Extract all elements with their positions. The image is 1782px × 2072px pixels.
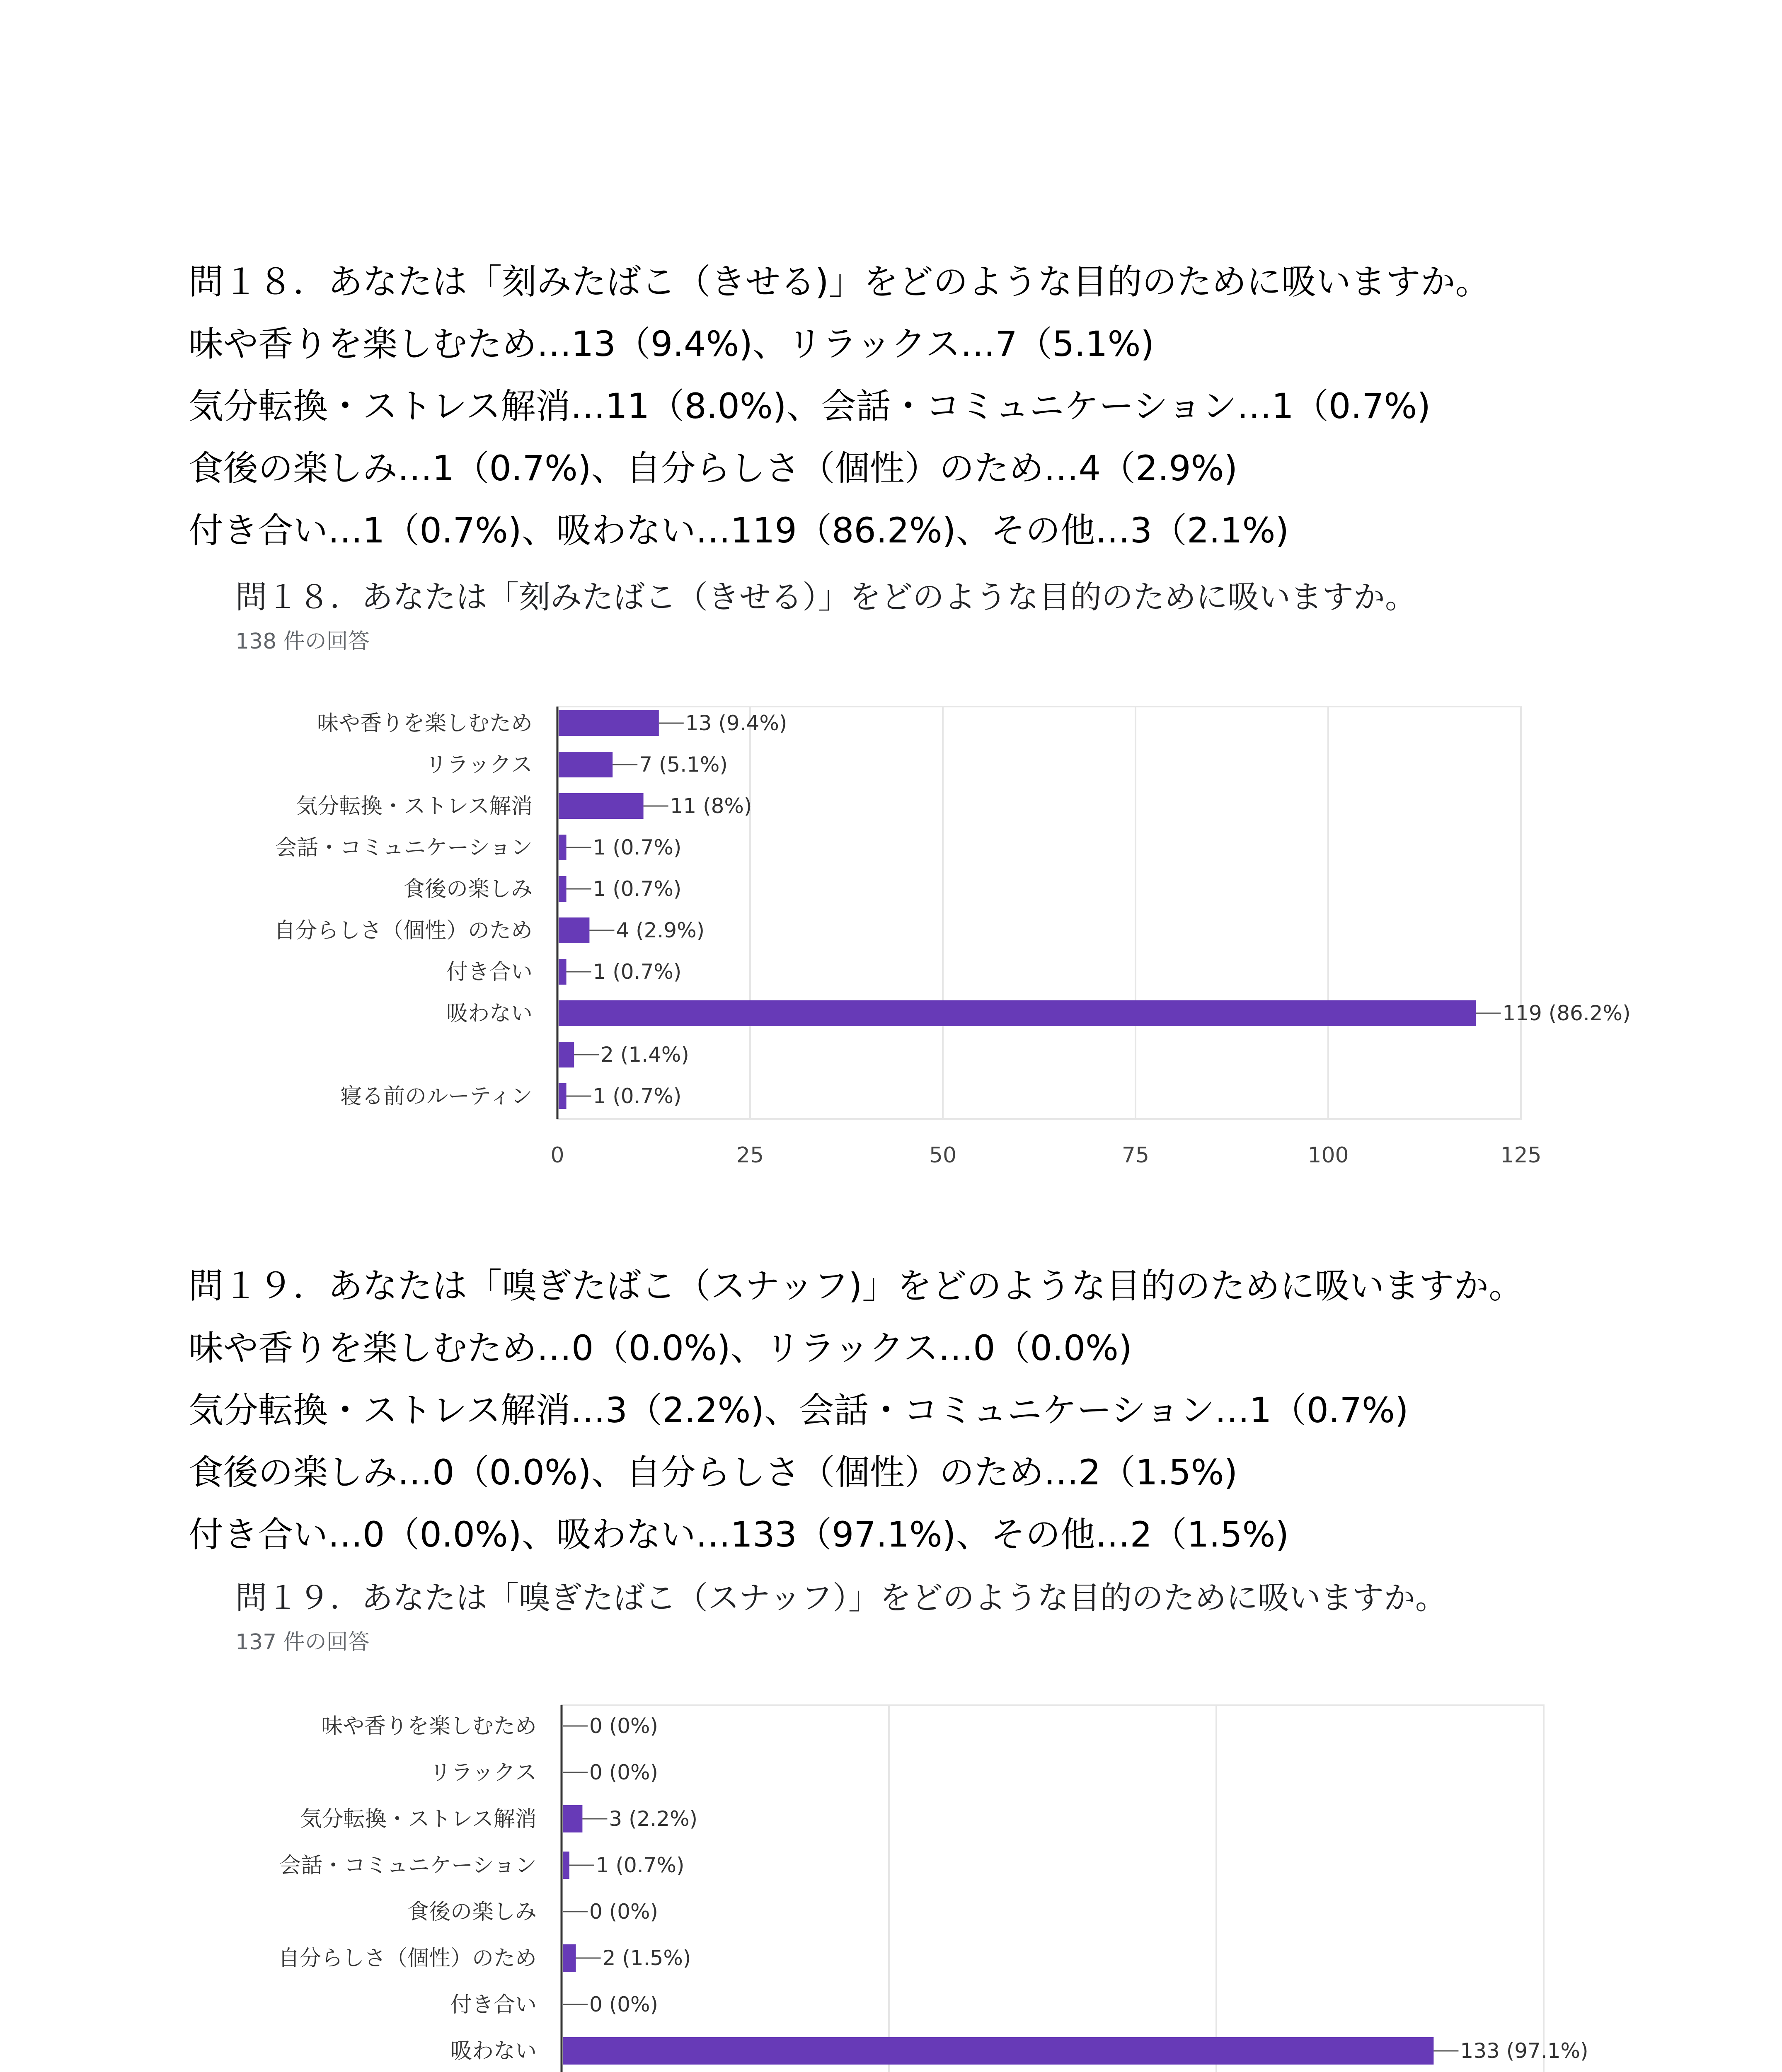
q18-line-4: 付き合い…1（0.7%)、吸わない…119（86.2%)、その他…3（2.1%) (189, 510, 1289, 551)
q18-category-label: 会話・コミュニケーション (275, 835, 533, 860)
q19-data-label: 133 (97.1%) (1460, 2039, 1588, 2063)
q18-chart-subtitle: 138 件の回答 (235, 629, 370, 654)
q19-heading: 問１９．あなたは「嗅ぎたばこ（スナッフ)」をどのような目的のために吸いますか。 (189, 1266, 1524, 1306)
q18-category-label: 気分転換・ストレス解消 (296, 794, 533, 819)
q18-data-label: 4 (2.9%) (616, 918, 705, 942)
q18-chart (0, 572, 1782, 1173)
q18-line-2: 気分転換・ストレス解消…11（8.0%)、会話・コミュニケーション…1（0.7%) (189, 386, 1431, 426)
q18-text-block (189, 251, 1490, 562)
q19-bar-chart-svg (0, 1573, 1782, 2072)
q19-bar (563, 1852, 569, 1879)
q18-data-label: 13 (9.4%) (685, 711, 787, 735)
q18-bar-chart-svg (0, 572, 1782, 1173)
q18-data-label: 7 (5.1%) (639, 753, 728, 777)
q19-data-label: 0 (0%) (589, 1760, 659, 1784)
q18-bar (559, 752, 613, 777)
q19-category-label: 会話・コミュニケーション (279, 1853, 537, 1878)
q19-category-label: 食後の楽しみ (407, 1900, 537, 1924)
q18-bar (559, 959, 567, 985)
q18-data-label: 1 (0.7%) (593, 1084, 682, 1108)
q19-category-label: 味や香りを楽しむため (321, 1714, 537, 1739)
q19-category-label: 自分らしさ（個性）のため (278, 1946, 537, 1971)
q19-line-3: 食後の楽しみ…0（0.0%)、自分らしさ（個性）のため…2（1.5%) (189, 1452, 1238, 1493)
q18-heading: 問１８．あなたは「刻みたばこ（きせる)」をどのような目的のために吸いますか。 (189, 261, 1490, 302)
q19-text-block (189, 1255, 1523, 1566)
q18-category-label: 自分らしさ（個性）のため (274, 918, 533, 943)
q18-data-label: 2 (1.4%) (600, 1043, 689, 1067)
q19-bar (563, 1805, 582, 1832)
q19-data-label: 2 (1.5%) (602, 1946, 691, 1970)
q18-bar (559, 1000, 1476, 1026)
q18-x-tick-label: 50 (929, 1143, 957, 1168)
q18-data-label: 11 (8%) (670, 794, 752, 818)
q18-x-tick-label: 75 (1121, 1143, 1150, 1168)
q18-bar (559, 917, 589, 943)
q19-chart-title: 問１９．あなたは「嗅ぎたばこ（スナッフ）」をどのような目的のために吸いますか。 (235, 1579, 1447, 1616)
q19-data-label: 3 (2.2%) (609, 1807, 698, 1831)
q18-bar (559, 835, 567, 860)
q19-chart-subtitle: 137 件の回答 (235, 1630, 370, 1655)
q19-category-label: 気分転換・ストレス解消 (300, 1807, 537, 1832)
q18-category-label: 食後の楽しみ (403, 877, 533, 902)
q18-data-label: 119 (86.2%) (1502, 1001, 1631, 1025)
q18-bar (559, 876, 567, 902)
q18-data-label: 1 (0.7%) (593, 960, 682, 984)
q18-x-tick-label: 100 (1307, 1143, 1349, 1168)
q18-x-tick-label: 125 (1500, 1143, 1542, 1168)
q19-data-label: 0 (0%) (589, 1714, 659, 1738)
q19-data-label: 0 (0%) (589, 1900, 659, 1924)
q19-plot-frame (562, 1705, 1544, 2072)
q19-category-label: 吸わない (450, 2039, 537, 2064)
q19-chart (0, 1573, 1782, 2072)
q18-bar (559, 710, 659, 736)
q19-line-2: 気分転換・ストレス解消…3（2.2%)、会話・コミュニケーション…1（0.7%) (189, 1390, 1409, 1431)
q18-line-1: 味や香りを楽しむため…13（9.4%)、リラックス…7（5.1%) (189, 324, 1155, 364)
q19-data-label: 0 (0%) (589, 1992, 659, 2016)
q19-data-label: 1 (0.7%) (596, 1853, 685, 1877)
q18-bar (559, 793, 644, 819)
q18-category-label: 味や香りを楽しむため (317, 711, 533, 736)
q18-x-tick-label: 0 (550, 1143, 564, 1168)
q18-chart-title: 問１８．あなたは「刻みたばこ（きせる）」をどのような目的のために吸いますか。 (235, 579, 1416, 615)
q19-line-1: 味や香りを楽しむため…0（0.0%)、リラックス…0（0.0%) (189, 1328, 1132, 1368)
q19-bar (563, 1944, 576, 1972)
q18-category-label: 吸わない (446, 1001, 533, 1026)
q19-category-label: リラックス (429, 1760, 537, 1785)
q19-category-label: 付き合い (450, 1992, 537, 2017)
q18-bar (559, 1083, 567, 1109)
q18-category-label: 寝る前のルーティン (340, 1084, 533, 1109)
q18-data-label: 1 (0.7%) (593, 835, 682, 859)
q18-x-tick-label: 25 (736, 1143, 764, 1168)
q18-category-label: リラックス (425, 753, 533, 777)
q18-line-3: 食後の楽しみ…1（0.7%)、自分らしさ（個性）のため…4（2.9%) (189, 448, 1238, 489)
q19-line-4: 付き合い…0（0.0%)、吸わない…133（97.1%)、その他…2（1.5%) (189, 1514, 1289, 1555)
q18-category-label: 付き合い (446, 960, 533, 985)
q18-data-label: 1 (0.7%) (593, 877, 682, 901)
q19-bar (563, 2037, 1433, 2065)
q18-bar (559, 1042, 574, 1067)
